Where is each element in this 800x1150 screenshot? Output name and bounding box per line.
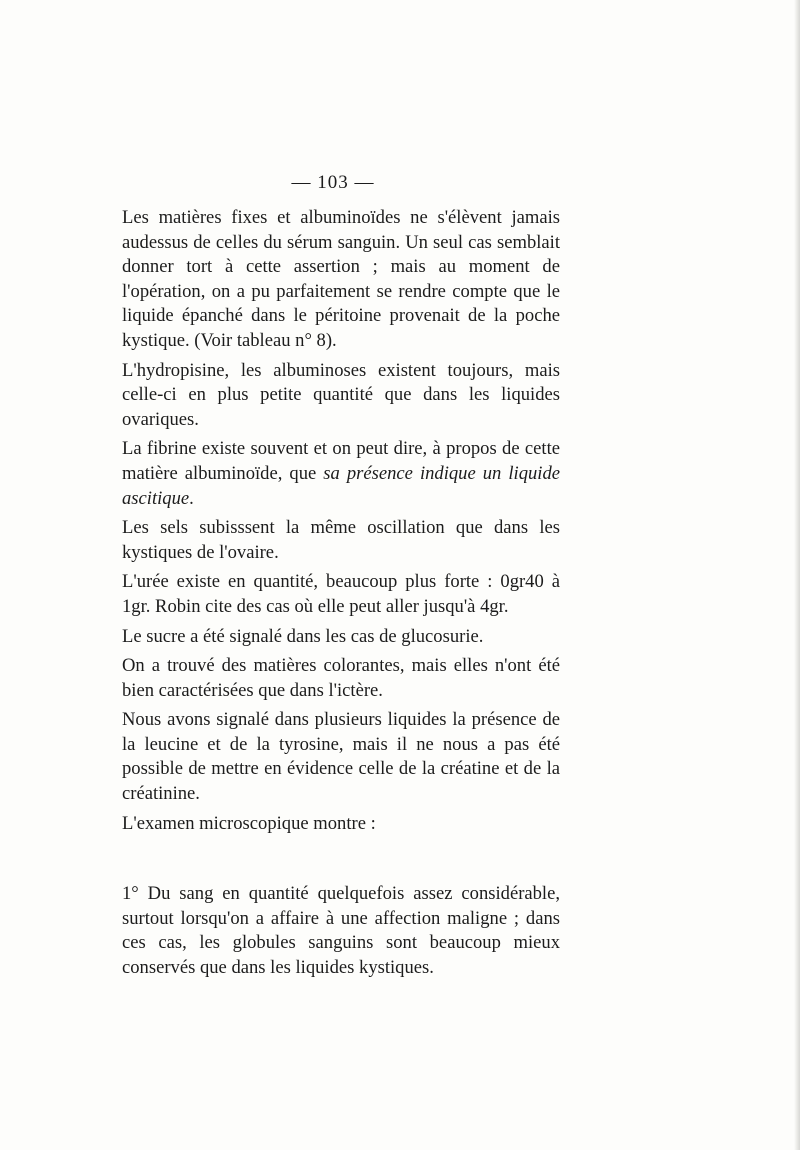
paragraph-8: Nous avons signalé dans plusieurs liquides la présence de la leucine et de la tyrosine, mais il ne nous a pas été possible de mettre en évidence celle de la créatine et de la créatinine. [122,709,560,805]
paragraph-9: L'examen microscopique montre : [122,812,376,834]
paragraph-3 [122,437,560,511]
paragraph-10: 1° Du sang en quantité quelquefois assez considérable, surtout lorsqu'on a affaire à une affection maligne ; dans ces cas, les globules sanguins sont beaucoup mieux conservés que dans les liquides kystiques. [122,883,560,979]
body-text [122,206,560,986]
paragraph-3-before: La fibrine existe souvent et on peut dire, à propos de cette matière albuminoïde, que [122,438,560,484]
paragraph-3-after: . [189,487,194,509]
paragraph-4: Les sels subisssent la même oscillation que dans les kystiques de l'ovaire. [122,517,560,563]
page-edge-shadow [794,0,800,1150]
paragraph-3-emphasis: sa présence indique un liquide ascitique [122,462,561,509]
paragraph-7: On a trouvé des matières colorantes, mais elles n'ont été bien caractérisées que dans l'ictère. [122,655,560,701]
paragraph-6: Le sucre a été signalé dans les cas de glucosurie. [122,625,484,647]
paragraph-2: L'hydropisine, les albuminoses existent toujours, mais celle-ci en plus petite quantité que dans les liquides ovariques. [122,359,560,430]
paragraph-1: Les matières fixes et albuminoïdes ne s'élèvent jamais audessus de celles du sérum sanguin. Un seul cas semblait donner tort à cette assertion ; mais au moment de l'opération, on a pu parfaitement se rendre compte que le liquide épanché dans le péritoine provenait de la poche kystique. (Voir tableau n° 8). [122,207,560,351]
paragraph-5: L'urée existe en quantité, beaucoup plus forte : 0gr40 à 1gr. Robin cite des cas où elle peut aller jusqu'à 4gr. [122,571,560,617]
page-number: — 103 — [291,172,375,193]
